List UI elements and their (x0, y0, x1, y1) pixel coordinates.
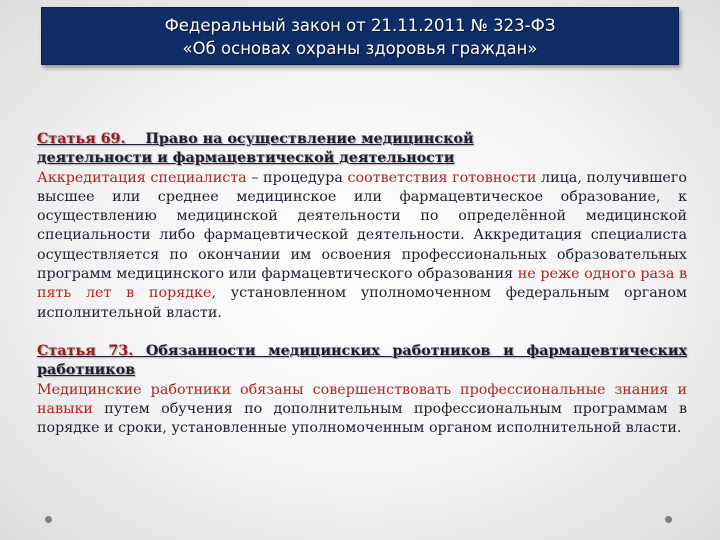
article-69-title-cont: деятельности и фармацевтической деятельности (37, 150, 455, 167)
accreditation-term: Аккредитация специалиста (37, 169, 247, 186)
article-69-number: Статья 69. (37, 131, 126, 147)
article-69-title: Право на осуществление медицинской (145, 131, 474, 147)
article-69-text-1: – процедура (246, 169, 348, 186)
readiness-term: соответствия готовности (347, 169, 537, 186)
article-69-heading (37, 130, 687, 169)
decorative-dot-right (665, 516, 672, 523)
slide-title-banner (41, 7, 679, 65)
slide-body (37, 130, 687, 438)
frequency-term: не реже одного раза в пять лет в порядке (37, 266, 688, 302)
article-69-text-3: , установленном уполномоченном федеральным органом исполнительной власти. (37, 285, 687, 321)
title-line-1: Федеральный закон от 21.11.2011 № 323-ФЗ (164, 16, 556, 35)
decorative-dot-left (45, 516, 52, 523)
article-73-number: Статья 73. (37, 342, 134, 359)
article-73 (37, 342, 687, 438)
title-line-2: «Об основах охраны здоровья граждан» (182, 39, 538, 58)
article-69 (37, 130, 687, 323)
article-69-text-2: лица, получившего высшее или среднее медицинское или фармацевтическое образование, к осуществлению медицинской деятельности по определённой медицинской специальности либо фармацевтической деятельности. Аккредитация специалиста осуществляется по окончании им освоения профессиональных образовательных программ медицинского или фармацевтического образования (37, 169, 687, 283)
article-73-text: путем обучения по дополнительным профессиональным программам в порядке и сроки, установленные уполномоченным органом исполнительной власти. (37, 400, 687, 437)
duties-term: Медицинские работники обязаны совершенствовать профессиональные знания и навыки (37, 381, 687, 417)
article-73-heading (37, 342, 687, 381)
article-73-title: Обязанности медицинских работников и фармацевтических работников (37, 342, 687, 379)
